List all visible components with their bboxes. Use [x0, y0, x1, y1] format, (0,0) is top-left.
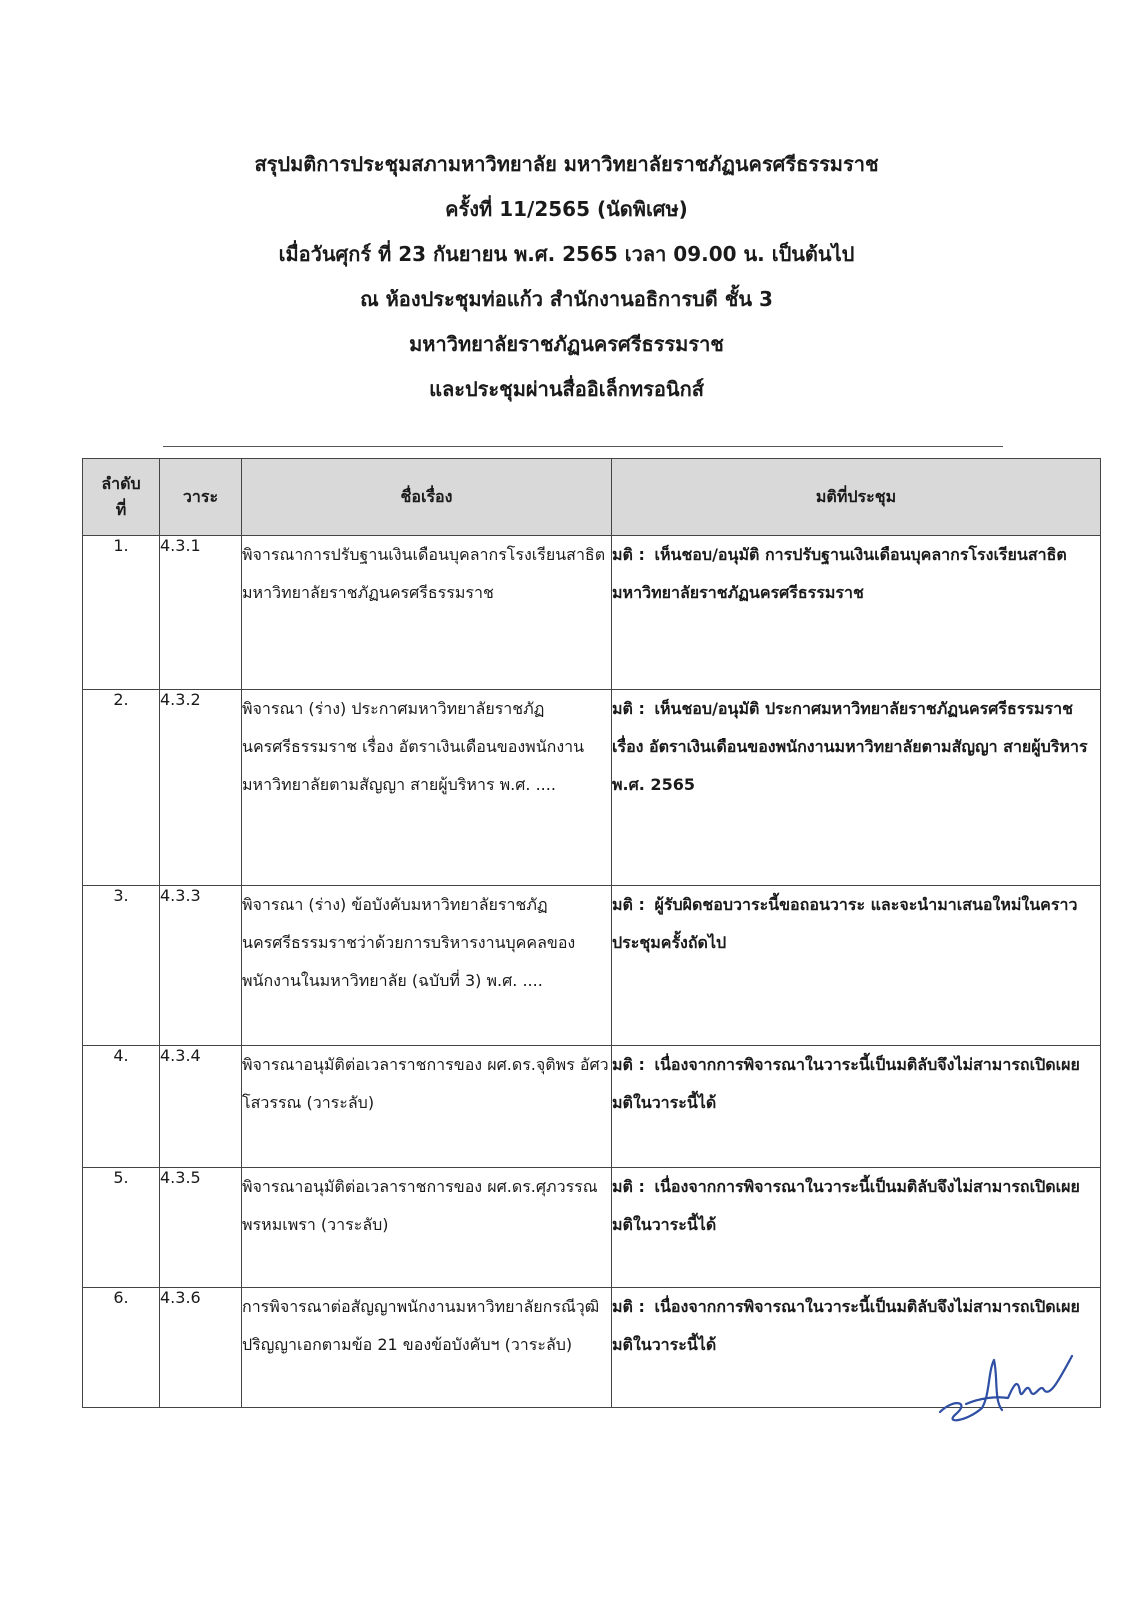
- row-seq: 6.: [83, 1288, 160, 1408]
- resolution-label: มติ :: [612, 1055, 645, 1074]
- table-row: [83, 1046, 1101, 1168]
- top-rule: [163, 446, 1003, 447]
- document-header: [0, 142, 1133, 412]
- row-seq: 4.: [83, 1046, 160, 1168]
- header-seq-line2: ที่: [115, 500, 127, 519]
- header-resolution: มติที่ประชุม: [612, 459, 1101, 536]
- row-agenda: 4.3.5: [160, 1168, 242, 1288]
- row-title: พิจารณาอนุมัติต่อเวลาราชการของ ผศ.ดร.ศุภวรรณ พรหมเพรา (วาระลับ): [242, 1168, 612, 1288]
- row-seq: 5.: [83, 1168, 160, 1288]
- row-resolution: [612, 690, 1101, 886]
- row-agenda: 4.3.2: [160, 690, 242, 886]
- meeting-venue: ณ ห้องประชุมท่อแก้ว สำนักงานอธิการบดี ชั้น 3: [360, 287, 773, 311]
- row-title: พิจารณาอนุมัติต่อเวลาราชการของ ผศ.ดร.จุติพร อัศวโสวรรณ (วาระลับ): [242, 1046, 612, 1168]
- table-row: [83, 536, 1101, 690]
- table-row: [83, 690, 1101, 886]
- resolution-text: ผู้รับผิดชอบวาระนี้ขอถอนวาระ และจะนำมาเสนอใหม่ในคราวประชุมครั้งถัดไป: [612, 895, 1078, 952]
- row-resolution: [612, 1168, 1101, 1288]
- row-seq: 2.: [83, 690, 160, 886]
- row-seq: 3.: [83, 886, 160, 1046]
- row-agenda: 4.3.1: [160, 536, 242, 690]
- resolution-text: เนื่องจากการพิจารณาในวาระนี้เป็นมติลับจึงไม่สามารถเปิดเผยมติในวาระนี้ได้: [612, 1055, 1080, 1112]
- resolution-label: มติ :: [612, 895, 645, 914]
- table-row: [83, 886, 1101, 1046]
- resolution-label: มติ :: [612, 545, 645, 564]
- resolution-text: เนื่องจากการพิจารณาในวาระนี้เป็นมติลับจึงไม่สามารถเปิดเผยมติในวาระนี้ได้: [612, 1297, 1080, 1354]
- title-line: สรุปมติการประชุมสภามหาวิทยาลัย มหาวิทยาลัยราชภัฏนครศรีธรรมราช: [254, 152, 879, 176]
- resolution-text: เนื่องจากการพิจารณาในวาระนี้เป็นมติลับจึงไม่สามารถเปิดเผยมติในวาระนี้ได้: [612, 1177, 1080, 1234]
- table-header-row: [83, 459, 1101, 536]
- row-resolution: [612, 536, 1101, 690]
- header-seq-line1: ลำดับ: [101, 474, 141, 493]
- meeting-number: ครั้งที่ 11/2565 (นัดพิเศษ): [445, 197, 688, 221]
- resolution-label: มติ :: [612, 1297, 645, 1316]
- resolutions-table: [82, 458, 1101, 1408]
- row-agenda: 4.3.4: [160, 1046, 242, 1168]
- row-resolution: [612, 886, 1101, 1046]
- resolution-text: เห็นชอบ/อนุมัติ ประกาศมหาวิทยาลัยราชภัฏนครศรีธรรมราช เรื่อง อัตราเงินเดือนของพนักงานมหาวิทยาลัยตามสัญญา สายผู้บริหาร พ.ศ. 2565: [612, 699, 1088, 794]
- row-resolution: [612, 1046, 1101, 1168]
- signature-stroke: [940, 1356, 1072, 1420]
- resolution-label: มติ :: [612, 699, 645, 718]
- header-agenda: วาระ: [160, 459, 242, 536]
- header-title: ชื่อเรื่อง: [242, 459, 612, 536]
- row-seq: 1.: [83, 536, 160, 690]
- handwritten-signature-icon: [936, 1338, 1076, 1426]
- row-title: การพิจารณาต่อสัญญาพนักงานมหาวิทยาลัยกรณีวุฒิปริญญาเอกตามข้อ 21 ของข้อบังคับฯ (วาระลับ): [242, 1288, 612, 1408]
- university-name: มหาวิทยาลัยราชภัฏนครศรีธรรมราช: [409, 332, 724, 356]
- row-agenda: 4.3.3: [160, 886, 242, 1046]
- row-title: พิจารณา (ร่าง) ประกาศมหาวิทยาลัยราชภัฏนครศรีธรรมราช เรื่อง อัตราเงินเดือนของพนักงานมหาวิทยาลัยตามสัญญา สายผู้บริหาร พ.ศ. ....: [242, 690, 612, 886]
- table-row: [83, 1168, 1101, 1288]
- electronic-meeting-note: และประชุมผ่านสื่ออิเล็กทรอนิกส์: [429, 377, 704, 401]
- row-title: พิจารณา (ร่าง) ข้อบังคับมหาวิทยาลัยราชภัฏนครศรีธรรมราชว่าด้วยการบริหารงานบุคคลของพนักงานในมหาวิทยาลัย (ฉบับที่ 3) พ.ศ. ....: [242, 886, 612, 1046]
- row-agenda: 4.3.6: [160, 1288, 242, 1408]
- resolution-text: เห็นชอบ/อนุมัติ การปรับฐานเงินเดือนบุคลากรโรงเรียนสาธิตมหาวิทยาลัยราชภัฏนครศรีธรรมราช: [612, 545, 1067, 602]
- resolution-label: มติ :: [612, 1177, 645, 1196]
- header-seq: [83, 459, 160, 536]
- row-title: พิจารณาการปรับฐานเงินเดือนบุคลากรโรงเรียนสาธิตมหาวิทยาลัยราชภัฏนครศรีธรรมราช: [242, 536, 612, 690]
- meeting-date: เมื่อวันศุกร์ ที่ 23 กันยายน พ.ศ. 2565 เวลา 09.00 น. เป็นต้นไป: [278, 242, 855, 266]
